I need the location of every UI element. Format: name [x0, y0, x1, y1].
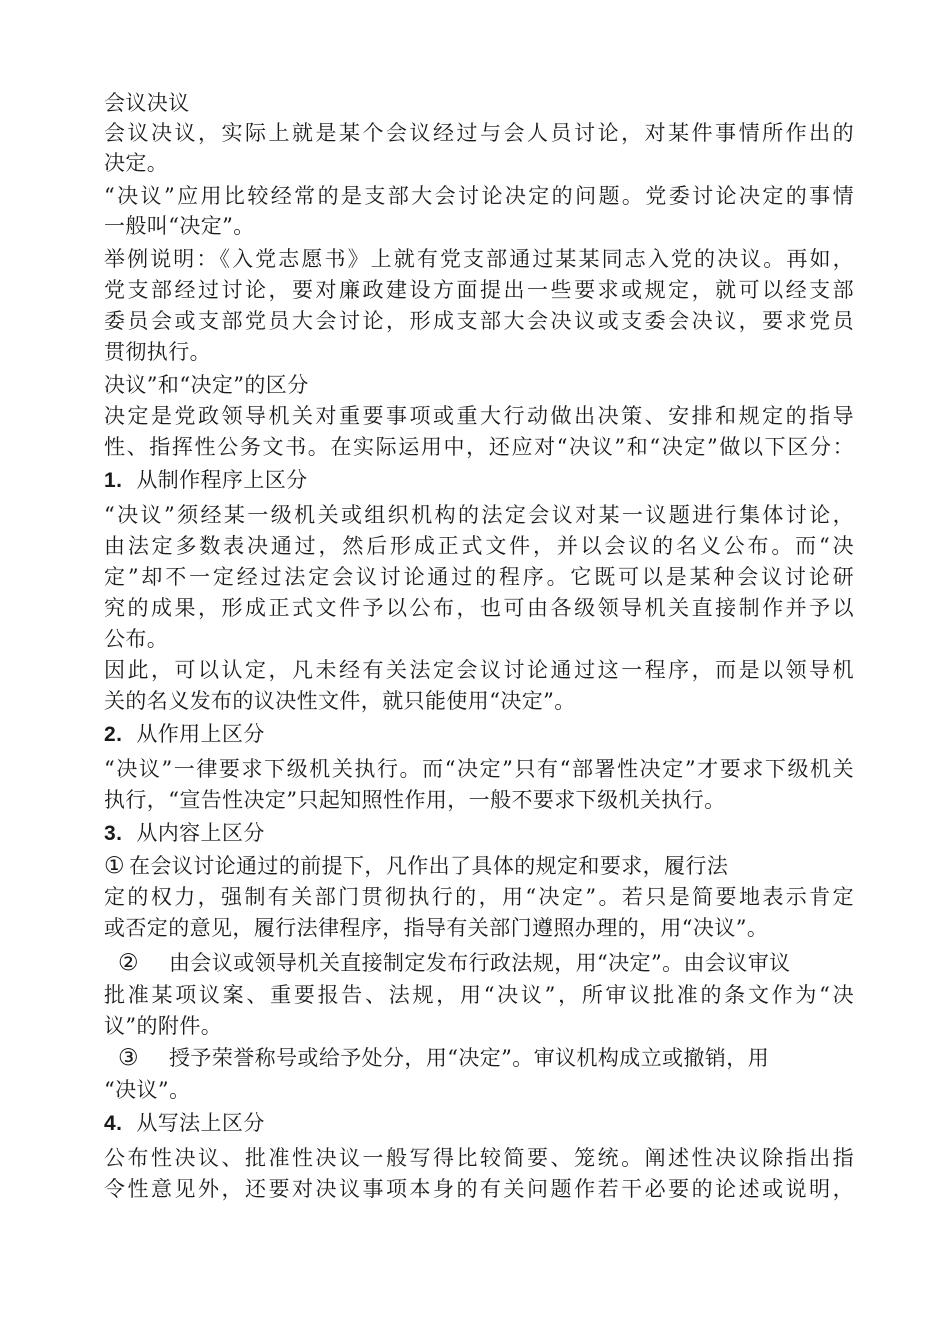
paragraph-line: 因此，可以认定，凡未经有关法定会议讨论通过这一程序，而是以领导机	[104, 658, 854, 682]
section-subtitle: 决议”和“决定”的区分	[104, 373, 309, 397]
paragraph-line: 关的名义发布的议决性文件，就只能使用“决定”。	[104, 689, 576, 713]
section-heading	[104, 1108, 265, 1139]
circled-one-marker: ①	[104, 853, 126, 879]
list-item-text: 由会议或领导机关直接制定发布行政法规，用“决定”。由会议审议	[169, 951, 791, 975]
paragraph-line: 一般叫“决定”。	[104, 214, 255, 238]
paragraph-line: “决议”须经某一级机关或组织机构的法定会议对某一议题进行集体讨论，	[104, 503, 854, 527]
section-heading-text: 从制作程序上区分	[136, 468, 308, 492]
paragraph-line: 令性意见外，还要对决议事项本身的有关问题作若干必要的论述或说明，	[104, 1177, 854, 1201]
paragraph-line: 举例说明：《入党志愿书》上就有党支部通过某某同志入党的决议。再如，	[104, 247, 854, 271]
paragraph-line: 决定是党政领导机关对重要事项或重大行动做出决策、安排和规定的指导	[104, 404, 854, 428]
paragraph-line: “决议”应用比较经常的是支部大会讨论决定的问题。党委讨论决定的事情	[104, 184, 854, 208]
paragraph-line: 公布性决议、批准性决议一般写得比较简要、笼统。阐述性决议除指出指	[104, 1146, 854, 1170]
paragraph-line: 决定。	[104, 151, 169, 175]
paragraph-line: 公布。	[104, 627, 169, 651]
paragraph-line: 定的权力，强制有关部门贯彻执行的，用“决定”。若只是简要地表示肯定	[104, 885, 854, 909]
section-heading	[104, 719, 265, 750]
paragraph-line: 贯彻执行。	[104, 340, 211, 364]
paragraph-line: 究的成果，形成正式文件予以公布，也可由各级领导机关直接制作并予以	[104, 596, 854, 620]
section-heading	[104, 818, 265, 849]
paragraph-line: 由法定多数表决通过，然后形成正式文件，并以会议的名义公布。而“决	[104, 534, 854, 558]
list-item	[118, 948, 791, 978]
paragraph-line: 执行，“宣告性决定”只起知照性作用，一般不要求下级机关执行。	[104, 788, 726, 812]
section-number: 4.	[104, 1112, 123, 1135]
paragraph-line: “决议”。	[104, 1078, 191, 1102]
paragraph-line: 党支部经过讨论，要对廉政建设方面提出一些要求或规定，就可以经支部	[104, 278, 854, 302]
circled-three-marker: ③	[118, 1045, 140, 1071]
paragraph-line: “决议”一律要求下级机关执行。而“决定”只有“部署性决定”才要求下级机关	[104, 757, 854, 781]
paragraph-line: 委员会或支部党员大会讨论，形成支部大会决议或支委会决议，要求党员	[104, 309, 854, 333]
paragraph-line: 性、指挥性公务文书。在实际运用中，还应对“决议”和“决定”做以下区分：	[104, 435, 854, 459]
section-heading-text: 从写法上区分	[136, 1111, 265, 1135]
circled-two-marker: ②	[118, 950, 140, 976]
paragraph-line: 议”的附件。	[104, 1014, 223, 1038]
section-heading	[104, 465, 308, 496]
section-number: 3.	[104, 822, 123, 845]
section-heading-text: 从作用上区分	[136, 722, 265, 746]
paragraph-line: 批准某项议案、重要报告、法规，用“决议”，所审议批准的条文作为“决	[104, 983, 854, 1007]
section-number: 1.	[104, 469, 123, 492]
list-item-text: 授予荣誉称号或给予处分，用“决定”。审议机构成立或撤销，用	[169, 1046, 770, 1070]
list-item	[118, 1043, 769, 1073]
section-number: 2.	[104, 723, 123, 746]
paragraph-line: 或否定的意见，履行法律程序，指导有关部门遵照办理的，用“决议”。	[104, 916, 769, 940]
list-item	[104, 851, 728, 881]
document-title: 会议决议	[104, 91, 190, 115]
paragraph-line: 定”却不一定经过法定会议讨论通过的程序。它既可以是某种会议讨论研	[104, 565, 854, 589]
paragraph-line: 会议决议，实际上就是某个会议经过与会人员讨论，对某件事情所作出的	[104, 121, 854, 145]
section-heading-text: 从内容上区分	[136, 821, 265, 845]
list-item-text: 在会议讨论通过的前提下，凡作出了具体的规定和要求，履行法	[129, 854, 729, 878]
